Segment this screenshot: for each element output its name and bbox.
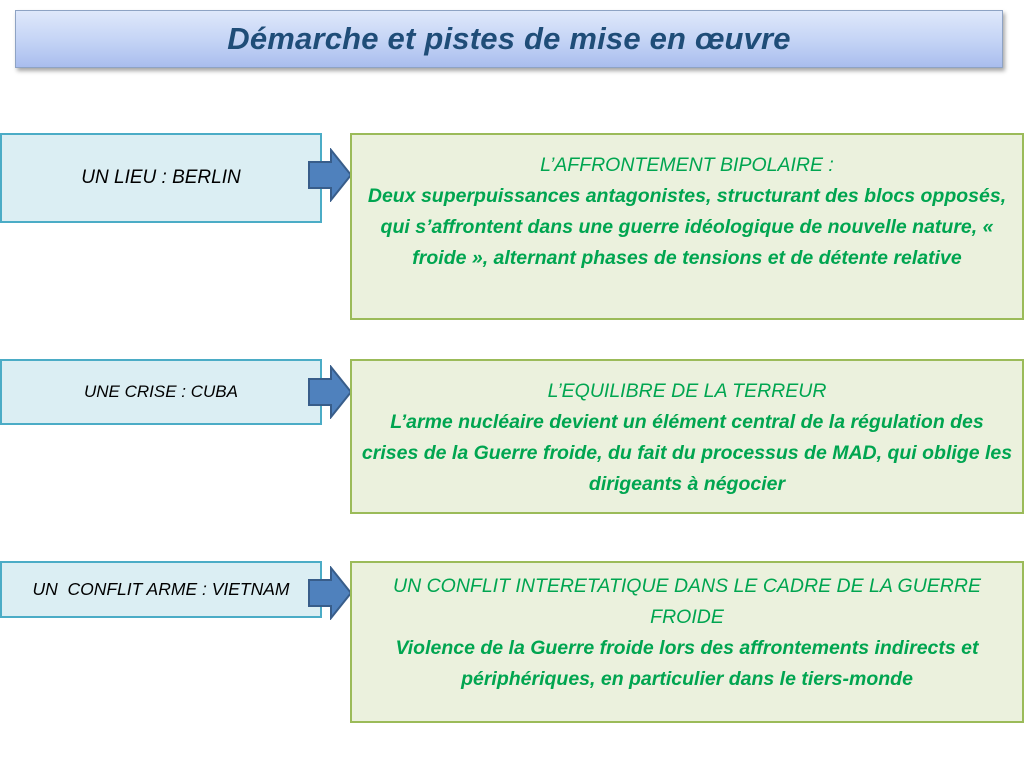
topic-box-cuba: [0, 359, 322, 425]
description-heading: L’EQUILIBRE DE LA TERREUR: [547, 380, 827, 402]
right-arrow-icon: [307, 566, 353, 620]
topic-label: UNE CRISE : CUBA: [84, 382, 238, 401]
topic-label: UN CONFLIT ARME : VIETNAM: [32, 579, 290, 599]
topic-box-vietnam: [0, 561, 322, 618]
description-heading: UN CONFLIT INTERETATIQUE DANS LE CADRE DE LA GUERRE FROIDE: [393, 575, 981, 628]
description-text: Violence de la Guerre froide lors des affrontements indirects et périphériques, en particulier dans le tiers-monde: [395, 637, 979, 690]
slide-title: Démarche et pistes de mise en œuvre: [227, 21, 791, 56]
topic-label: UN LIEU : BERLIN: [81, 167, 241, 188]
description-box-terror: [350, 359, 1024, 514]
description-box-bipolar: [350, 133, 1024, 320]
slide-title-bar: [15, 10, 1003, 68]
right-arrow-icon: [307, 365, 353, 419]
description-heading: L’AFFRONTEMENT BIPOLAIRE :: [540, 154, 834, 176]
right-arrow-icon: [307, 148, 353, 202]
description-text: Deux superpuissances antagonistes, structurant des blocs opposés, qui s’affrontent dans une guerre idéologique de nouvelle nature, « froide », alternant phases de tensions et de détente relative: [367, 185, 1007, 269]
topic-box-berlin: [0, 133, 322, 223]
description-box-interstate: [350, 561, 1024, 723]
description-text: L’arme nucléaire devient un élément central de la régulation des crises de la Guerre froide, du fait du processus de MAD, qui oblige les dirigeants à négocier: [361, 411, 1013, 495]
